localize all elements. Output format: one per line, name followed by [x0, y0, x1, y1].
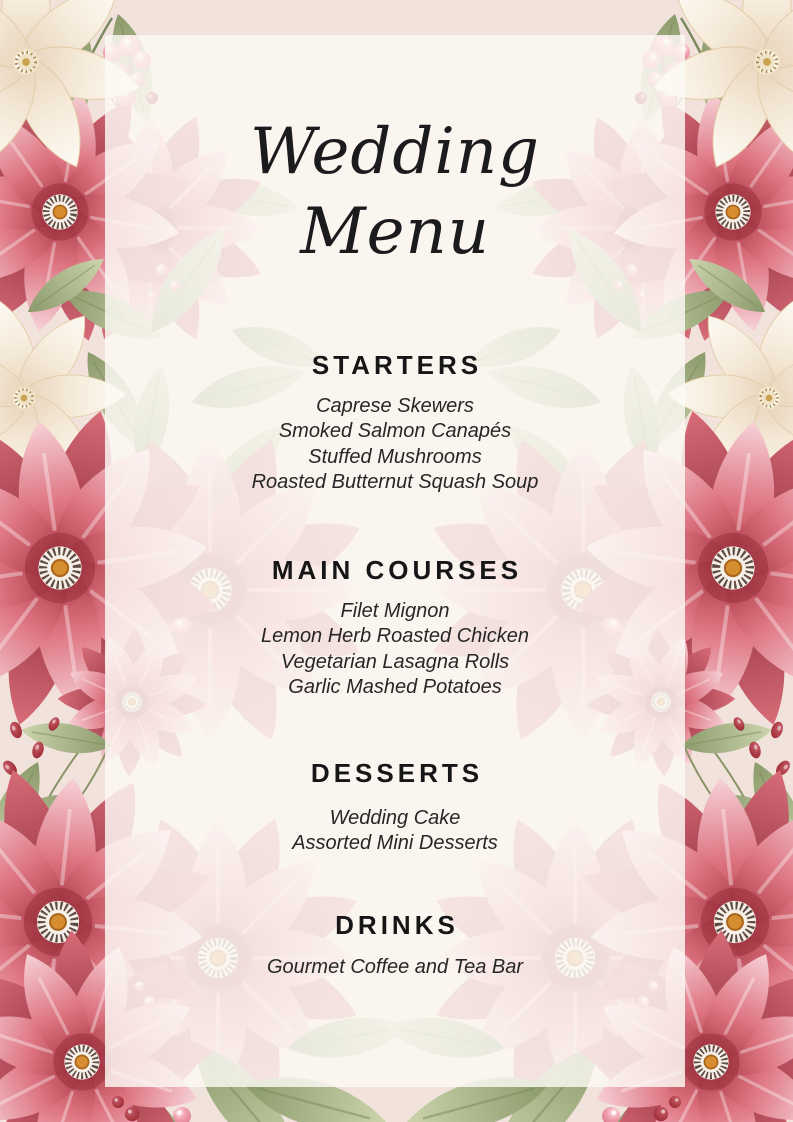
menu-item: Garlic Mashed Potatoes: [288, 676, 502, 699]
menu-item: Smoked Salmon Canapés: [278, 420, 512, 443]
menu-title: [105, 112, 685, 272]
menu-section-starters: [105, 350, 685, 496]
menu-content: [105, 35, 685, 1087]
menu-item: Filet Mignon: [340, 600, 450, 622]
title-line-2: Menu: [300, 195, 490, 269]
menu-item: Assorted Mini Desserts: [292, 832, 498, 855]
menu-item: Roasted Butternut Squash Soup: [251, 471, 539, 494]
menu-item: Caprese Skewers: [316, 395, 474, 417]
menu-item: Wedding Cake: [329, 807, 461, 829]
menu-section-desserts: [105, 758, 685, 857]
menu-item: Gourmet Coffee and Tea Bar: [266, 956, 524, 978]
section-heading-drinks: DRINKS: [335, 910, 459, 940]
section-heading-starters: STARTERS: [311, 350, 483, 380]
menu-item: Vegetarian Lasagna Rolls: [280, 650, 510, 673]
title-line-1: Wedding: [249, 115, 541, 189]
menu-section-drinks: [105, 910, 685, 980]
menu-item: Lemon Herb Roasted Chicken: [261, 625, 529, 648]
section-items: [105, 394, 685, 496]
menu-section-main-courses: [105, 555, 685, 701]
section-items: [105, 955, 685, 980]
section-heading-desserts: DESSERTS: [310, 758, 484, 788]
section-items: [105, 599, 685, 701]
section-heading-main-courses: MAIN COURSES: [271, 555, 523, 585]
section-items: [105, 806, 685, 857]
menu-item: Stuffed Mushrooms: [308, 445, 482, 468]
